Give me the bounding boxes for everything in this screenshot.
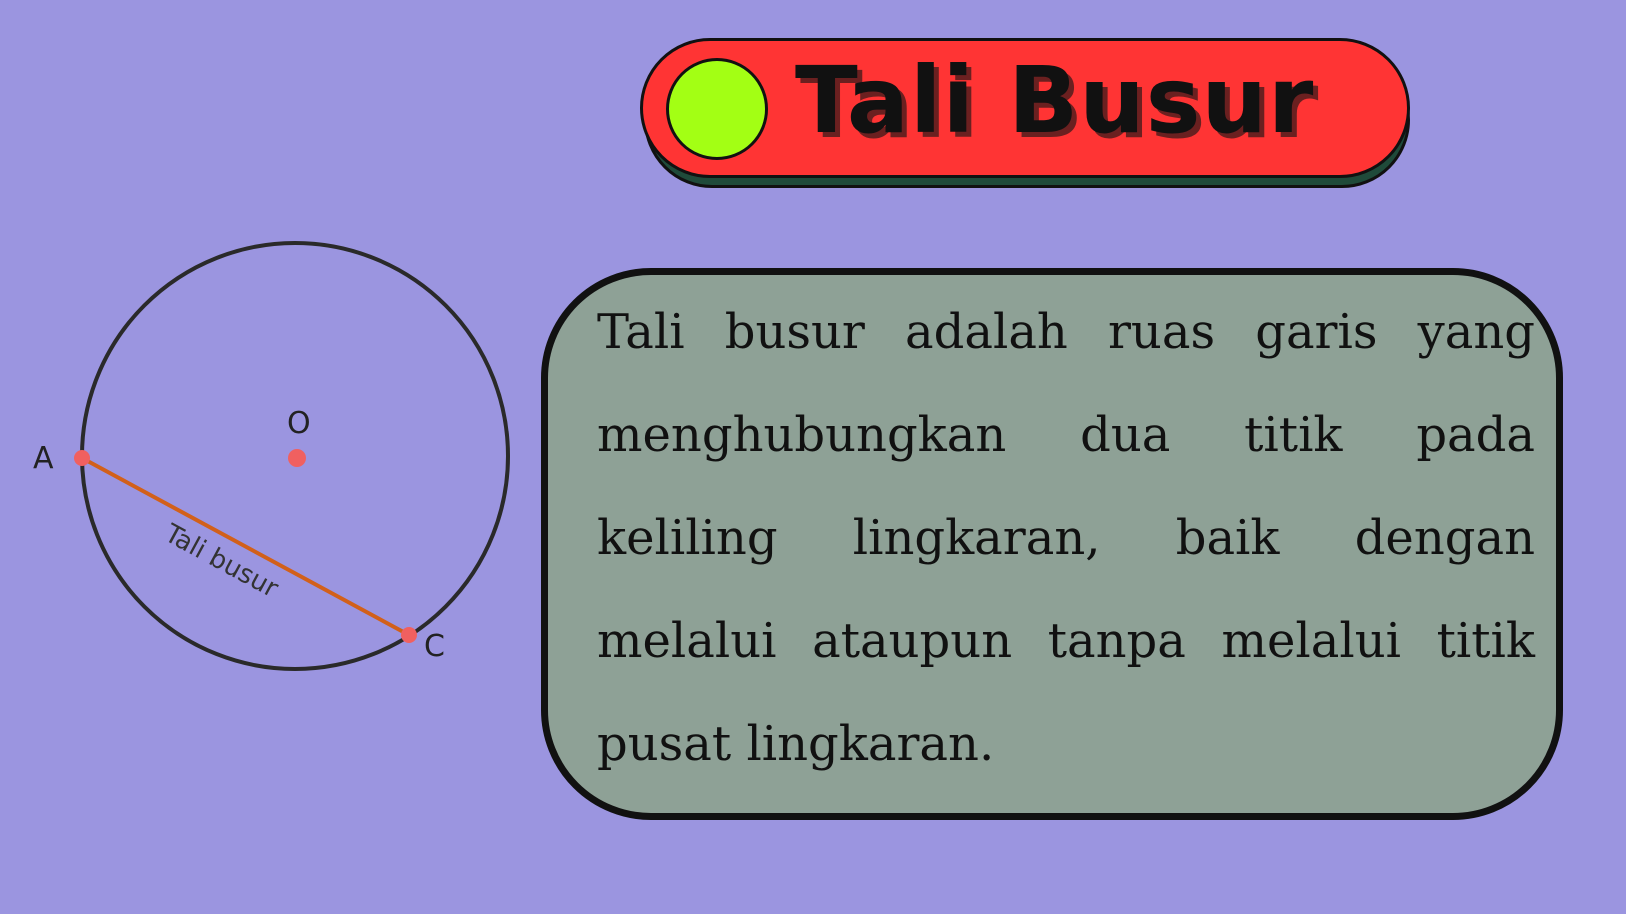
- title-dot-icon: [666, 58, 768, 160]
- page-title: Tali Busur: [795, 47, 1315, 154]
- circle-diagram: [0, 0, 540, 914]
- chord-line: [82, 458, 409, 635]
- description-text: Tali busur adalah ruas garis yang menghubungkan dua titik pada keliling lingkaran, baik dengan melalui ataupun tanpa melalui titik pusat lingkaran.: [597, 304, 1535, 772]
- point-a: [74, 450, 90, 466]
- point-c-label: C: [424, 629, 445, 664]
- center-label: O: [287, 406, 311, 441]
- point-a-label: A: [33, 441, 54, 476]
- center-point: [288, 449, 306, 467]
- point-c: [401, 627, 417, 643]
- chord-label: Tali busur: [159, 518, 283, 605]
